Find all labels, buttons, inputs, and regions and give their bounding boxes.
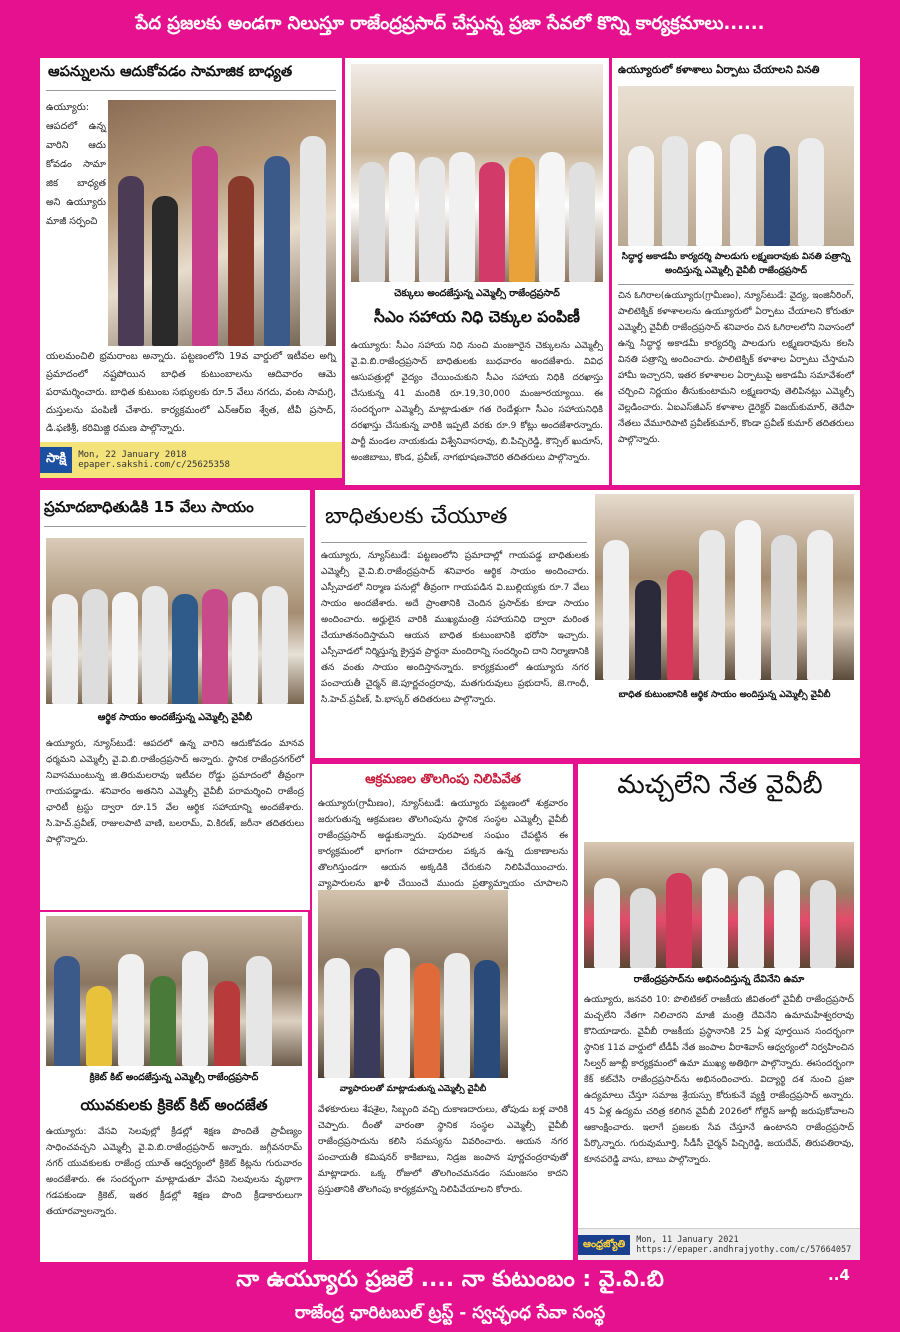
article-title: యువకులకు క్రికెట్ కిట్ అందజేత: [80, 1096, 268, 1114]
person-figure: [118, 954, 144, 1066]
person-figure: [192, 146, 218, 346]
person-figure: [810, 880, 836, 968]
person-figure: [152, 196, 178, 346]
person-figure: [324, 958, 350, 1078]
person-figure: [569, 162, 595, 282]
source-url[interactable]: https://epaper.andhrajyothy.com/c/57664057: [636, 1244, 852, 1255]
person-figure: [414, 963, 440, 1078]
article-pramada: [40, 490, 310, 910]
source-info: [78, 450, 230, 470]
person-figure: [52, 594, 78, 704]
person-figure: [262, 586, 288, 704]
person-figure: [774, 870, 800, 968]
sakshi-source-bar: [40, 442, 342, 478]
person-figure: [479, 162, 505, 282]
article-akramana: [312, 764, 573, 1260]
photo-caption: రాజేంద్రప్రసాద్‌ను అభినందిస్తున్న దేవినేని ఉమా: [633, 974, 805, 985]
person-figure: [798, 138, 824, 246]
source-url[interactable]: epaper.sakshi.com/c/25625358: [78, 460, 230, 470]
article-cheyutha: [315, 490, 860, 758]
person-figure: [182, 951, 208, 1066]
article-machaleni: [578, 764, 860, 1260]
person-figure: [666, 873, 692, 968]
person-figure: [118, 176, 144, 346]
person-figure: [699, 530, 725, 680]
page-header: పేద ప్రజలకు అండగా నిలుస్తూ రాజేంద్రప్రసాద్ చేస్తున్న ప్రజా సేవలో కొన్ని కార్యక్రమాలు......: [135, 12, 765, 34]
photo-caption: క్రికెట్ కిట్ అందజేస్తున్న ఎమ్మెల్సీ రాజేంద్రప్రసాద్: [89, 1072, 259, 1083]
person-figure: [246, 956, 272, 1066]
person-figure: [635, 580, 661, 680]
article-photo: [618, 86, 854, 246]
person-figure: [172, 594, 198, 704]
article-photo: [108, 100, 336, 346]
photo-caption: బాధిత కుటుంబానికి ఆర్థిక సాయం అందిస్తున్న ఎమ్మెల్సీ వైవీబీ: [618, 690, 831, 700]
person-figure: [628, 146, 654, 246]
article-body: ఉయ్యూరు: సీఎం సహాయ నిధి నుంచి మంజూరైన చెక్కులను ఎమ్మెల్సీ వై.వి.బి.రాజేంద్రప్రసాద్ బాధితులకు బుధవారం అందజేశారు. వివిధ ఆసుపత్రుల్లో వైద్యం చేయించుకుని సీఎం సహాయ నిధికి దరఖాస్తు చేసుకున్న 41 మందికి రూ.19,30,000 మంజూరయ్యాయి. ఈ సందర్భంగా ఎమ్మెల్సీ మాట్లాడుతూ గత రెండేళ్లుగా సీఎం సహాయనిధికి దరఖాస్తు చేసుకున్న వారికి ఇప్పటి వరకు రూ.9 కోట్లు అందజేశారన్నారు. పార్టీ మండల నాయకుడు విశ్వేనివాసరావు, బి.పిచ్చిరెడ్డి, కౌన్సిల్ ఖుదూస్, అంజిబాబు, కొండ, ప్రవీణ్, నాగభూషణచౌదరి తదితరులు పాల్గొన్నారు.: [351, 341, 603, 463]
article-title: బాధితులకు చేయూత: [325, 504, 508, 529]
photo-caption: ఆర్థిక సాయం అందజేస్తున్న ఎమ్మెల్సీ వైవీబీ: [97, 712, 253, 723]
article-title: ఆక్రమణల తొలగింపు నిలిపివేత: [365, 772, 521, 787]
article-photo: [351, 64, 603, 282]
article-cricket: [40, 912, 308, 1262]
article-photo: [318, 890, 508, 1078]
divider: [46, 90, 336, 91]
person-figure: [764, 146, 790, 246]
article-body: ఉయ్యూరు, జనవరి 10: పొలిటికల్ రాజకీయ జీవితంలో వైవీబీ రాజేంద్రప్రసాద్ మచ్చలేని నేతగా నిలిచారని మాజీ మంత్రి దేవినేని ఉమామహేశ్వరరావు కొనియాడారు. వైవీబీ రాజకీయ ప్రస్థానానికి 25 ఏళ్ల పూర్తయిన సందర్భంగా స్థానిక 11వ వార్డులో టీడీపీ నేత జంపాల వీరాశివాస్ ఆధ్వర్యంలో నిర్వహించిన సిల్వర్ జూబ్లీ కార్యక్రమంలో ఉమా ముఖ్య అతిథిగా పాల్గొన్నారు. ఈసందర్భంగా కేక్ కట్‌చేసి రాజేంద్రప్రసాద్‌ను అభినందించారు. విద్యార్థి దశ నుంచి ప్రజా ఉద్యమాలు చేస్తూ సమాజ శ్రేయస్సు కోరుకునే వ్యక్తి రాజేంద్రప్రసాద్ అన్నారు. 45 ఏళ్ల ఉద్యమ చరిత్ర కలిగిన వైవీబీ 2026లో గోల్డెన్ జూబ్లీ జరుపుకోవాలని ఆకాంక్షించారు. ఇలాగే ప్రజలకు సేవ చేస్తూనే ఉంటానని రాజేంద్రప్రసాద్ పేర్కొన్నారు. గురువుమూర్తి, సీడీసీ చైర్మన్ పిచ్చిరెడ్డి, జయదేవ్, తిరుపతిరావు, కూనపరెడ్డి వాసు, బాబు పాల్గొన్నారు.: [584, 995, 854, 1165]
person-figure: [202, 589, 228, 704]
person-figure: [384, 948, 410, 1078]
person-figure: [354, 968, 380, 1078]
person-figure: [150, 976, 176, 1066]
person-figure: [214, 981, 240, 1066]
article-body: ఉయ్యూరు(గ్రామీణం), న్యూస్‌టుడే: ఉయ్యూరు పట్టణంలో శుక్రవారం జరుగుతున్న ఆక్రమణల తొలగింపును స్థానిక సంస్థల ఎమ్మెల్సీ వైవీబీ రాజేంద్రప్రసాద్ అడ్డుకున్నారు. పురపాలక సంఘం చేపట్టిన ఈ కార్యక్రమంలో భాగంగా రహదారుల పక్కన ఉన్న దుకాణాలను తొలగిస్తుండగా ఆయన అక్కడికి చేరుకుని నిలిపివేయించారు. వ్యాపారులను ఖాళీ చేయించే ముందు ప్రత్యామ్నాయం చూపాలని: [318, 799, 568, 889]
person-figure: [449, 152, 475, 282]
article-kalashala: [612, 58, 860, 485]
sakshi-logo: సాక్షి: [40, 447, 72, 473]
person-figure: [300, 136, 326, 346]
article-body: ఉయ్యూరు, న్యూస్‌టుడే: ఆపదలో ఉన్న వారిని ఆదుకోవడం మానవ ధర్మమని ఎమ్మెల్సీ వై.వి.బి.రాజేంద్రప్రసాద్ అన్నారు. స్థానిక రాజేంద్రనగర్‌లో నివాసముంటున్న జి.తిరుమలరావు ఇటీవల రోడ్డు ప్రమాదంలో తీవ్రంగా గాయపడ్డాడు. శనివారం అతనిని ఎమ్మెల్సీ వైవీబీ పరామర్శించి రాజేంద్ర ఛారిటీ ట్రస్టు ద్వారా రూ.15 వేల ఆర్థిక సహాయాన్ని అందజేశారు. సి.హెచ్.ప్రవీణ్, రాజులపాటి వాణి, బలరామ్, వి.కిరణ్, జరీనా తదితరులు పాల్గొన్నారు.: [46, 739, 304, 845]
source-date: Mon, 22 January 2018: [78, 450, 187, 460]
andhrajyothy-logo: ఆంధ్రజ్యోతి: [578, 1235, 630, 1255]
article-apannulu: [40, 58, 342, 478]
person-figure: [54, 956, 80, 1066]
person-figure: [112, 592, 138, 704]
footer-slogan: నా ఉయ్యూరు ప్రజలే .... నా కుటుంబం : వై.వి.బి: [236, 1267, 664, 1292]
person-figure: [264, 156, 290, 346]
person-figure: [82, 589, 108, 704]
article-photo: [584, 842, 854, 968]
article-title: ప్రమాదబాధితుడికి 15 వేలు సాయం: [44, 498, 254, 516]
person-figure: [444, 953, 470, 1078]
person-figure: [603, 540, 629, 680]
article-cmrf: [345, 58, 609, 485]
person-figure: [662, 136, 688, 246]
person-figure: [702, 868, 728, 968]
photo-caption: చెక్కులు అందజేస్తున్న ఎమ్మెల్సీ రాజేంద్రప్రసాద్: [394, 288, 560, 299]
article-body: చిన ఓగిరాల(ఉయ్యూరు(గ్రామీణం), న్యూస్‌టుడే: వైద్య, ఇంజినీరింగ్, పాలిటెక్నిక్ కళాశాలలను ఉయ్యూరులో ఏర్పాటు చేయాలని కోరుతూ ఎమ్మెల్సీ వైవీబీ రాజేంద్రప్రసాద్ శనివారం చిన ఓగిరాలలోని నివాసంలో ఉన్న సిద్ధార్థ అకాడమీ కార్యదర్శి పాలడుగు లక్ష్మణరావును కలసి వినతి పత్రాన్ని అందించారు. పాలిటెక్నిక్ కళాశాల ఏర్పాటు చేస్తామని హామీ ఇచ్చారని, ఇతర కళాశాలల ఏర్పాటుపై అకాడమీ సమావేశంలో చర్చించి నిర్ణయం తీసుకుంటామని లక్ష్మణరావు తెలిపినట్లు ఎమ్మెల్సీ వెల్లడించారు. ఏఐఎస్‌జీఎస్ కళాశాల డైరెక్టర్ విజయ్‌కుమార్, తెదేపా నేతలు వేమూరిపాటి ప్రవీణ్‌కుమార్, కొండా ప్రవీణ్ కుమార్ తదితరులు పాల్గొన్నారు.: [618, 291, 854, 445]
article-intro: ఉయ్యూరు: ఆపదలో ఉన్న వారిని ఆదు కోవడం సామా జిక బాధ్యత అని ఉయ్యూరు మాజీ సర్పంచి: [46, 102, 106, 227]
person-figure: [474, 960, 500, 1078]
person-figure: [389, 152, 415, 282]
photo-caption: వ్యాపారులతో మాట్లాడుతున్న ఎమ్మెల్సీ వైవీబీ: [339, 1084, 487, 1094]
person-figure: [359, 162, 385, 282]
article-bottom-text: వేళకూరులు శేషశైల, సిబ్బంది వచ్చి దుకాణదారులు, తోపుడు బళ్ల వారికి చెప్పారు. దీంతో వారంతా స్థానిక సంస్థల ఎమ్మెల్సీ వైవీబీ రాజేంద్రప్రసాదును కలిసి సమస్యను వివరించారు. ఆయన నగర పంచాయతీ కమిషనర్ కాకిబాబు, నిడ్రజ జంపాన పూర్ణచంద్రరావుతో మాట్లాడారు. ఒక్క రోజులో తొలగించమనడం సమంజసం కాదని ప్రస్తుతానికి తొలగింపు కార్యక్రమాన్ని నిలిపివేయాలని కోరారు.: [318, 1105, 568, 1195]
person-figure: [630, 888, 656, 968]
source-info: [636, 1235, 851, 1255]
divider: [44, 526, 306, 527]
source-date: Mon, 11 January 2021: [636, 1234, 739, 1245]
article-body: యలమంచిలి భ్రమరాంబ అన్నారు. పట్టణంలోని 19వ వార్డులో ఇటీవల అగ్ని ప్రమాదంలో నష్టపోయిన బాధిత కుటుంబాలను ఆదివారం ఆమె పరామర్శించారు. బాధిత కుటుంబ సభ్యులకు రూ.5 వేలు నగదు, వంట సామగ్రి, దుస్తులను పంపిణీ చేశారు. కార్యక్రమంలో ఎన్ఆర్ఐ శ్వేత, టీవీ ప్రసాద్, డి.ఫణిశ్రీ, కరిమిజ్జి రమణ పాల్గొన్నారు.: [46, 351, 336, 434]
footer-trust-name: రాజేంద్ర ఛారిటబుల్ ట్రస్ట్ - స్వచ్ఛంధ సేవా సంస్థ: [294, 1303, 606, 1323]
person-figure: [419, 157, 445, 282]
article-photo: [46, 538, 304, 704]
person-figure: [142, 586, 168, 704]
article-title: మచ్చలేని నేత వైవీబీ: [617, 770, 823, 800]
person-figure: [807, 530, 833, 680]
article-body: ఉయ్యూరు, న్యూస్‌టుడే: పట్టణంలోని ప్రమాదాల్లో గాయపడ్డ బాధితులకు ఎమ్మెల్సీ వై.వి.బి.రాజేంద్రప్రసాద్ శనివారం ఆర్థిక సాయం అందించారు. ఎస్సీవాడలో నిర్మాణ పనుల్లో తీవ్రంగా గాయపడిన వి.బుల్లియ్యకు రూ.7 వేలు సాయం అందజేశారు. అదే ప్రాంతానికి చెందిన ప్రసాద్‌కు కూడా సాయం అందించారు. అర్హులైన వారికి ముఖ్యమంత్రి సహాయనిధి ద్వారా మరింత చేయూతనందిస్తామని ఆయన బాధిత కుటుంబానికి భరోసా ఇచ్చారు. ఎస్సీవాడలో నిర్మిస్తున్న క్రైస్తవ ప్రార్థనా మందిరాన్ని సందర్శించి దాని నిర్మాణానికి తన వంతు సాయం అందిస్తానన్నారు. కార్యక్రమంలో ఉయ్యూరు నగర పంచాయతీ చైర్మన్ జె.పూర్ణచంద్రరావు, మతగురువులు ప్రభుదాస్, జె.గాంధీ, సి.హెచ్.ప్రవీణ్, పి.భాస్కర్ తదితరులు పాల్గొన్నారు.: [321, 551, 589, 705]
page-number: ..4: [828, 1266, 850, 1284]
person-figure: [771, 535, 797, 680]
person-figure: [738, 876, 764, 968]
person-figure: [696, 141, 722, 246]
article-title: సీఎం సహాయ నిధి చెక్కుల పంపిణీ: [374, 308, 580, 326]
person-figure: [509, 157, 535, 282]
article-title: ఉయ్యూరులో కళాశాలు ఏర్పాటు చేయాలని వినతి: [618, 64, 820, 76]
person-figure: [228, 176, 254, 346]
article-title: ఆపన్నులను ఆదుకోవడం సామాజిక బాధ్యత: [48, 64, 293, 80]
person-figure: [86, 986, 112, 1066]
person-figure: [667, 570, 693, 680]
divider: [321, 542, 587, 543]
article-body: ఉయ్యూరు: వేసవి సెలవుల్లో క్రీడల్లో శిక్షణ పొందితే ప్రావీణ్యం సాధించవచ్చని ఎమ్మెల్సీ వై.వి.బి.రాజేంద్రప్రసాద్ అన్నారు. జగ్గీవనరామ్ నగర్ యువకులకు రాజేంద్ర యూత్ ఆధ్వర్యంలో క్రికెట్ కిట్లను గురువారం అందజేశారు. ఈ సందర్భంగా మాట్లాడుతూ వేసవి సెలవులను వృథాగా గడపకుండా క్రికెట్, ఇతర క్రీడల్లో శిక్షణ పొంది క్రీడాకారులుగా తయారవ్వాలన్నారు.: [46, 1127, 302, 1217]
article-photo: [46, 916, 302, 1066]
andhrajyothy-source-bar: [578, 1228, 860, 1260]
person-figure: [539, 152, 565, 282]
article-photo: [595, 494, 854, 680]
photo-caption: సిద్ధార్థ అకాడమీ కార్యదర్శి పాలడుగు లక్ష్మణరావుకు వినతి పత్రాన్ని అందిస్తున్న ఎమ్మెల్సీ వైవీబీ రాజేంద్రప్రసాద్: [621, 252, 851, 276]
divider: [618, 284, 854, 285]
person-figure: [594, 878, 620, 968]
person-figure: [730, 134, 756, 246]
person-figure: [735, 520, 761, 680]
person-figure: [232, 592, 258, 704]
